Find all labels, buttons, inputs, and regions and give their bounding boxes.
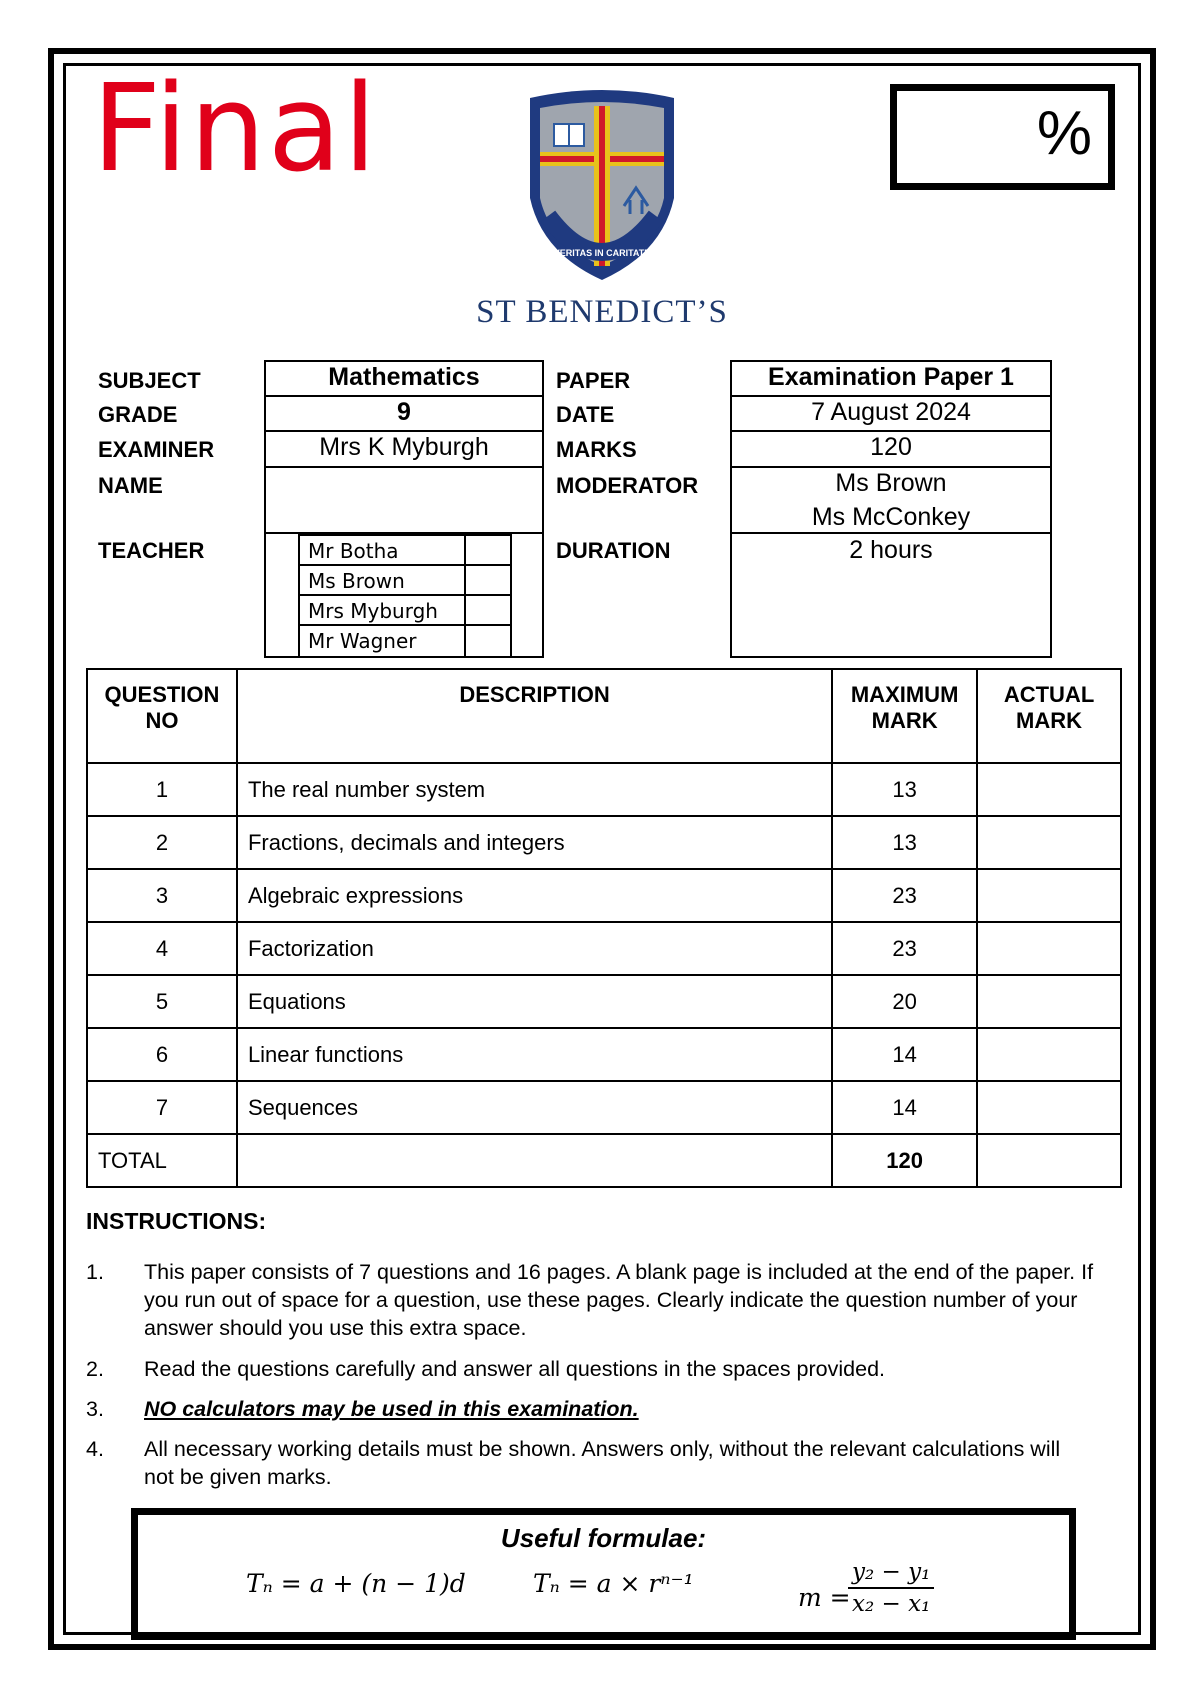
question-description: Linear functions [237,1028,832,1081]
actual-mark-cell[interactable] [977,1028,1121,1081]
teacher-name: Mr Botha [308,539,399,563]
maximum-mark: 13 [832,816,977,869]
instruction-item [86,1258,1096,1342]
percentage-box[interactable] [890,84,1115,190]
maximum-mark: 23 [832,922,977,975]
header-description: DESCRIPTION [237,669,832,763]
subject-value: Mathematics [328,363,480,391]
duration-value: 2 hours [849,536,933,564]
instruction-item [86,1435,1096,1491]
table-row [87,922,1121,975]
maximum-mark: 14 [832,1028,977,1081]
marks-table [86,668,1122,1188]
question-no: 5 [87,975,237,1028]
instruction-number: 1. [86,1260,104,1284]
arithmetic-sequence-formula: Tₙ = a + (n − 1)d [246,1569,466,1598]
moderator-value-1: Ms Brown [835,469,947,497]
crest-motto: VERITAS IN CARITATE [553,248,651,258]
question-no: 4 [87,922,237,975]
divider [730,532,1052,534]
actual-mark-cell[interactable] [977,816,1121,869]
divider [730,466,1052,468]
gradient-formula-fraction [848,1559,934,1617]
instruction-number: 2. [86,1357,104,1381]
teacher-tick-box[interactable] [464,566,510,594]
subject-label: SUBJECT [98,368,201,393]
header-maximum-mark: MAXIMUM MARK [832,669,977,763]
question-no: 7 [87,1081,237,1134]
teacher-tick-box[interactable] [464,536,510,564]
divider [264,466,544,468]
question-description: Equations [237,975,832,1028]
final-stamp: Final [92,60,379,199]
date-label: DATE [556,402,615,427]
examiner-value: Mrs K Myburgh [319,433,489,461]
instruction-text: All necessary working details must be shown. Answers only, without the relevant calculations will not be given marks. [144,1437,1061,1489]
teacher-label: TEACHER [98,538,205,563]
total-description [237,1134,832,1187]
marks-label: MARKS [556,437,637,462]
actual-mark-cell[interactable] [977,1081,1121,1134]
total-label: TOTAL [87,1134,237,1187]
date-value: 7 August 2024 [811,398,971,426]
maximum-mark: 14 [832,1081,977,1134]
maximum-mark: 20 [832,975,977,1028]
instruction-item [86,1355,1096,1383]
maximum-mark: 23 [832,869,977,922]
divider [264,430,544,432]
actual-mark-cell[interactable] [977,763,1121,816]
teacher-tick-box[interactable] [464,626,510,658]
paper-label: PAPER [556,368,631,393]
teacher-name: Mrs Myburgh [308,599,438,623]
actual-mark-cell[interactable] [977,922,1121,975]
question-no: 6 [87,1028,237,1081]
teacher-option-myburgh[interactable] [298,594,512,624]
grade-value: 9 [397,398,411,426]
total-maximum-mark: 120 [832,1134,977,1187]
paper-value: Examination Paper 1 [768,363,1014,391]
header-question-no: QUESTION NO [87,669,237,763]
actual-mark-cell[interactable] [977,869,1121,922]
instruction-number: 4. [86,1437,104,1461]
table-total-row [87,1134,1121,1187]
question-no: 3 [87,869,237,922]
table-row [87,816,1121,869]
instruction-text: Read the questions carefully and answer all questions in the spaces provided. [144,1357,886,1381]
table-row [87,869,1121,922]
total-actual-mark-cell[interactable] [977,1134,1121,1187]
grade-label: GRADE [98,402,178,427]
question-description: Fractions, decimals and integers [237,816,832,869]
actual-mark-cell[interactable] [977,975,1121,1028]
teacher-option-wagner[interactable] [298,624,512,658]
instruction-number: 3. [86,1397,104,1421]
instruction-text: NO calculators may be used in this examination. [144,1397,639,1421]
maximum-mark: 13 [832,763,977,816]
instruction-text: This paper consists of 7 questions and 16 pages. A blank page is included at the end of the paper. If you run out of space for a question, use these pages. Clearly indicate the question number of your answer should you use this extra space. [144,1260,1094,1340]
school-crest-icon [522,88,682,284]
question-description: The real number system [237,763,832,816]
gradient-numerator: y₂ − y₁ [848,1559,934,1589]
teacher-name: Ms Brown [308,569,405,593]
percent-symbol: % [1036,99,1092,168]
table-row [87,1081,1121,1134]
table-row [87,763,1121,816]
formulae-title: Useful formulae: [500,1523,707,1553]
question-no: 1 [87,763,237,816]
moderator-value-2: Ms McConkey [811,503,971,531]
useful-formulae-box [131,1508,1076,1640]
table-row [87,1028,1121,1081]
question-description: Sequences [237,1081,832,1134]
gradient-formula-lhs: m = [798,1583,851,1612]
header-actual-mark: ACTUAL MARK [977,669,1121,763]
name-field[interactable] [268,476,540,526]
question-description: Factorization [237,922,832,975]
instruction-item [86,1395,1096,1423]
divider [264,395,544,397]
table-header-row [87,669,1121,763]
examiner-label: EXAMINER [98,437,215,462]
teacher-option-brown[interactable] [298,564,512,594]
geometric-sequence-formula: Tₙ = a × rⁿ⁻¹ [533,1569,694,1598]
gradient-denominator: x₂ − x₁ [852,1591,931,1617]
teacher-tick-box[interactable] [464,596,510,624]
school-name: ST BENEDICT’S [476,294,728,330]
moderator-label: MODERATOR [556,473,699,498]
instructions-title: INSTRUCTIONS: [86,1208,267,1234]
question-description: Algebraic expressions [237,869,832,922]
divider [730,395,1052,397]
teacher-name: Mr Wagner [308,629,417,653]
table-row [87,975,1121,1028]
duration-label: DURATION [556,538,671,563]
question-no: 2 [87,816,237,869]
teacher-option-botha[interactable] [298,534,512,564]
divider [730,430,1052,432]
name-label: NAME [98,473,163,498]
marks-value: 120 [870,433,912,461]
